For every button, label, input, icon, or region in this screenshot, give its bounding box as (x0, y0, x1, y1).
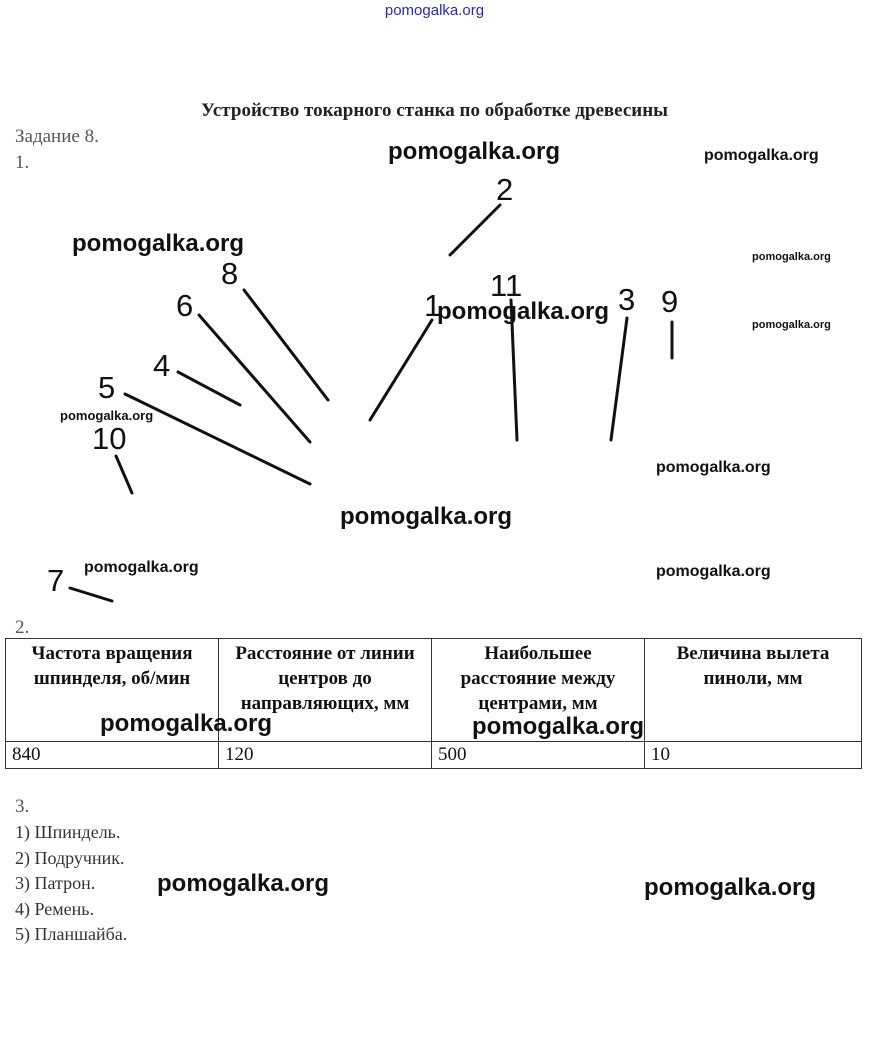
watermark: pomogalka.org (72, 230, 245, 257)
label-10: 10 (92, 421, 127, 456)
watermark: pomogalka.org (472, 713, 645, 740)
label-6: 6 (176, 288, 194, 323)
watermark: pomogalka.org (100, 710, 273, 737)
watermark: pomogalka.org (656, 459, 771, 476)
table-cell: 120 (219, 742, 432, 769)
task-label: Задание 8. (15, 126, 99, 147)
table-cell: 840 (6, 742, 219, 769)
section-3-label: 3. (15, 796, 30, 817)
section-2-label: 2. (15, 617, 30, 638)
label-4: 4 (153, 348, 171, 383)
list-item: 4) Ремень. (15, 898, 94, 919)
label-5: 5 (98, 370, 116, 405)
watermark: pomogalka.org (60, 408, 154, 423)
specs-table (5, 638, 862, 769)
label-11: 11 (490, 268, 523, 303)
watermark: pomogalka.org (644, 874, 817, 901)
watermark: pomogalka.org (656, 563, 771, 580)
list-item: 5) Планшайба. (15, 924, 128, 944)
watermark: pomogalka.org (84, 559, 199, 576)
watermark: pomogalka.org (704, 147, 819, 164)
label-8: 8 (221, 256, 239, 291)
table-cell: 500 (432, 742, 645, 769)
label-9: 9 (661, 284, 679, 319)
page-title: Устройство токарного станка по обработке древесины (200, 100, 669, 121)
watermark: pomogalka.org (752, 319, 831, 331)
watermark: pomogalka.org (157, 870, 330, 897)
table-header-cell: Частота вращения шпинделя, об/мин (6, 639, 219, 742)
label-1: 1 (424, 288, 442, 323)
watermark: pomogalka.org (437, 298, 610, 325)
leader-line-8 (244, 290, 328, 400)
list-item: 3) Патрон. (15, 873, 96, 893)
leader-line-4 (178, 372, 240, 405)
leader-line-2 (450, 205, 500, 255)
list-item: 1) Шпиндель. (15, 822, 121, 842)
leader-line-6 (199, 315, 310, 442)
label-2: 2 (496, 172, 514, 207)
leader-line-1 (370, 320, 432, 420)
site-header: pomogalka.org (384, 2, 485, 19)
table-header-cell: Величина вылета пиноли, мм (645, 639, 862, 742)
list-item: 2) Подручник. (15, 847, 125, 868)
leader-line-3 (611, 318, 627, 440)
table-cell: 10 (645, 742, 862, 769)
table-header-cell: Расстояние от линии центров до направляющих, мм (219, 639, 432, 742)
label-3: 3 (618, 282, 636, 317)
label-7: 7 (47, 563, 65, 598)
watermark: pomogalka.org (388, 138, 561, 165)
section-1-label: 1. (15, 152, 30, 173)
answer-list (15, 820, 127, 948)
table-header-cell: Наибольшее расстояние между центрами, мм (432, 639, 645, 742)
leader-line-10 (116, 456, 132, 493)
watermark: pomogalka.org (752, 251, 831, 263)
watermark: pomogalka.org (340, 503, 513, 530)
table-row (6, 742, 862, 769)
leader-line-7 (70, 588, 112, 601)
